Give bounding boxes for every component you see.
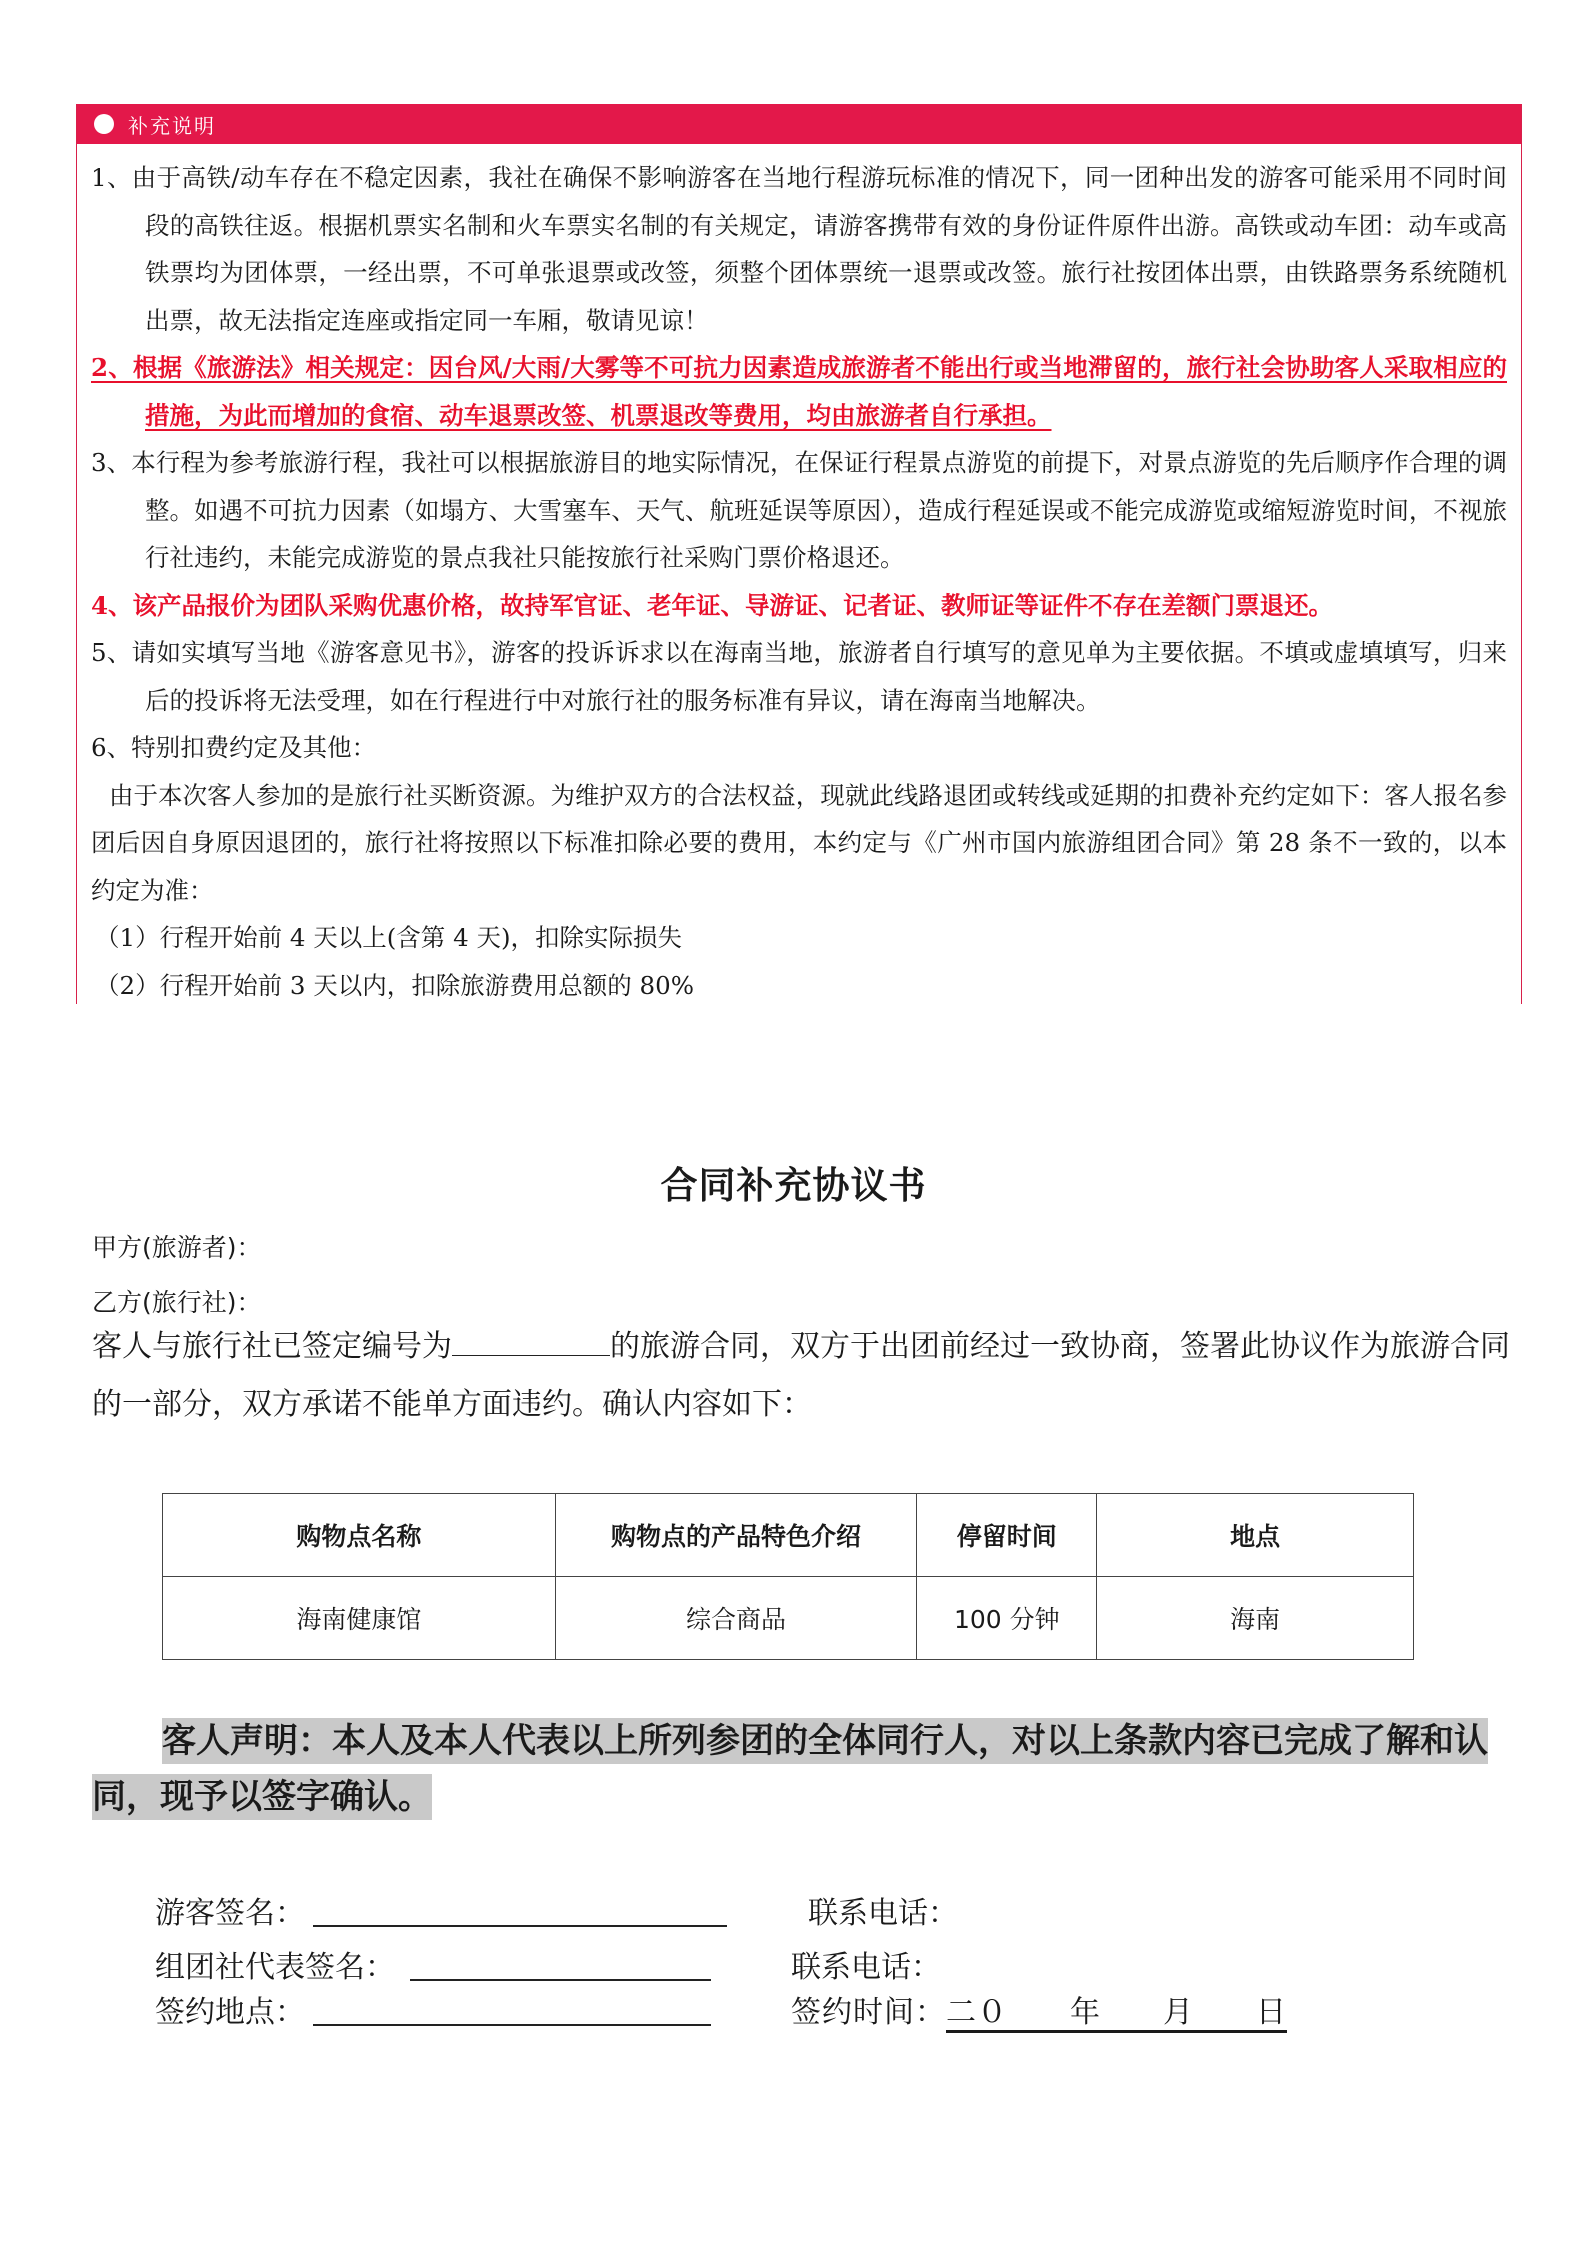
column-header: 购物点的产品特色介绍 <box>555 1494 917 1577</box>
shopping-table <box>162 1493 1414 1660</box>
agreement-intro <box>92 1318 1512 1434</box>
sign-time-value[interactable]: 二０ 年 月 日 <box>946 1995 1287 2030</box>
intro-before: 客人与旅行社已签定编号为 <box>92 1329 452 1364</box>
column-header: 停留时间 <box>917 1494 1097 1577</box>
note-item-2 <box>91 344 1507 439</box>
agency-phone-label: 联系电话： <box>791 1950 941 1985</box>
table-row <box>163 1577 1414 1660</box>
deduction-rule-1: （1）行程开始前 4 天以上(含第 4 天)，扣除实际损失 <box>95 923 683 952</box>
agency-sign-line[interactable] <box>410 1979 711 1981</box>
sign-time-label: 签约时间： <box>791 1995 946 2030</box>
tourist-sign-label: 游客签名： <box>155 1896 305 1931</box>
note-item-6: 6、特别扣费约定及其他： <box>91 733 377 762</box>
table-cell: 海南健康馆 <box>163 1577 556 1660</box>
note-item-2-text: 2、根据《旅游法》相关规定：因台风/大雨/大雾等不可抗力因素造成旅游者不能出行或当地滞留的，旅行社会协助客人采取相应的措施，为此而增加的食宿、动车退票改签、机票退改等费用，均由旅游者自行承担。 <box>91 353 1507 430</box>
note-item-1: 1、由于高铁/动车存在不稳定因素，我社在确保不影响游客在当地行程游玩标准的情况下，同一团种出发的游客可能采用不同时间段的高铁往返。根据机票实名制和火车票实名制的有关规定，请游客携带有效的身份证件原件出游。高铁或动车团：动车或高铁票均为团体票，一经出票，不可单张退票或改签，须整个团体票统一退票或改签。旅行社按团体出票，由铁路票务系统随机出票，故无法指定连座或指定同一车厢，敬请见谅！ <box>91 163 1507 335</box>
notes-body <box>77 144 1521 1009</box>
table-cell: 综合商品 <box>555 1577 917 1660</box>
agency-sign-label: 组团社代表签名： <box>155 1950 395 1985</box>
intro-after: 的旅游合同，双方于出团前经过一致协商，签署此协议作为旅游合同的一部分，双方承诺不能单方面违约。确认内容如下： <box>92 1329 1510 1422</box>
note-item-4: 4、该产品报价为团队采购优惠价格，故持军官证、老年证、导游证、记者证、教师证等证件不存在差额门票退还。 <box>91 590 1334 620</box>
declaration-text: 客人声明：本人及本人代表以上所列参团的全体同行人，对以上条款内容已完成了解和认同，现予以签字确认。 <box>92 1718 1488 1820</box>
column-header: 地点 <box>1097 1494 1414 1577</box>
customer-declaration <box>92 1713 1492 1825</box>
table-header-row <box>163 1494 1414 1577</box>
sign-place-line[interactable] <box>313 2024 711 2026</box>
contract-number-blank[interactable] <box>452 1325 610 1356</box>
bullet-dot-icon <box>94 114 114 134</box>
notes-header <box>77 104 1521 144</box>
tourist-sign-line[interactable] <box>313 1925 727 1927</box>
column-header: 购物点名称 <box>163 1494 556 1577</box>
note-item-3: 3、本行程为参考旅游行程，我社可以根据旅游目的地实际情况，在保证行程景点游览的前提下，对景点游览的先后顺序作合理的调整。如遇不可抗力因素（如塌方、大雪塞车、天气、航班延误等原因），造成行程延误或不能完成游览或缩短游览时间，不视旅行社违约，未能完成游览的景点我社只能按旅行社采购门票价格退还。 <box>91 448 1507 572</box>
table-cell: 海南 <box>1097 1577 1414 1660</box>
note-item-5: 5、请如实填写当地《游客意见书》，游客的投诉诉求以在海南当地，旅游者自行填写的意见单为主要依据。不填或虚填填写，归来后的投诉将无法受理，如在行程进行中对旅行社的服务标准有异议，请在海南当地解决。 <box>91 638 1507 715</box>
deduction-paragraph: 由于本次客人参加的是旅行社买断资源。为维护双方的合法权益，现就此线路退团或转线或延期的扣费补充约定如下：客人报名参团后因自身原因退团的，旅行社将按照以下标准扣除必要的费用，本约定与《广州市国内旅游组团合同》第 28 条不一致的，以本约定为准： <box>91 780 1507 905</box>
deduction-rule-2: （2）行程开始前 3 天以内，扣除旅游费用总额的 80% <box>95 970 694 1000</box>
notes-header-title: 补充说明 <box>128 113 216 138</box>
party-a-label: 甲方(旅游者)： <box>92 1233 262 1262</box>
sign-place-label: 签约地点： <box>155 1995 305 2030</box>
tourist-phone-label: 联系电话： <box>808 1896 958 1931</box>
party-b-label: 乙方(旅行社)： <box>92 1288 262 1317</box>
supplementary-notes <box>76 104 1522 1004</box>
sign-time <box>791 1987 1287 2031</box>
agreement-title: 合同补充协议书 <box>660 1164 927 1207</box>
table-cell: 100 分钟 <box>917 1577 1097 1660</box>
